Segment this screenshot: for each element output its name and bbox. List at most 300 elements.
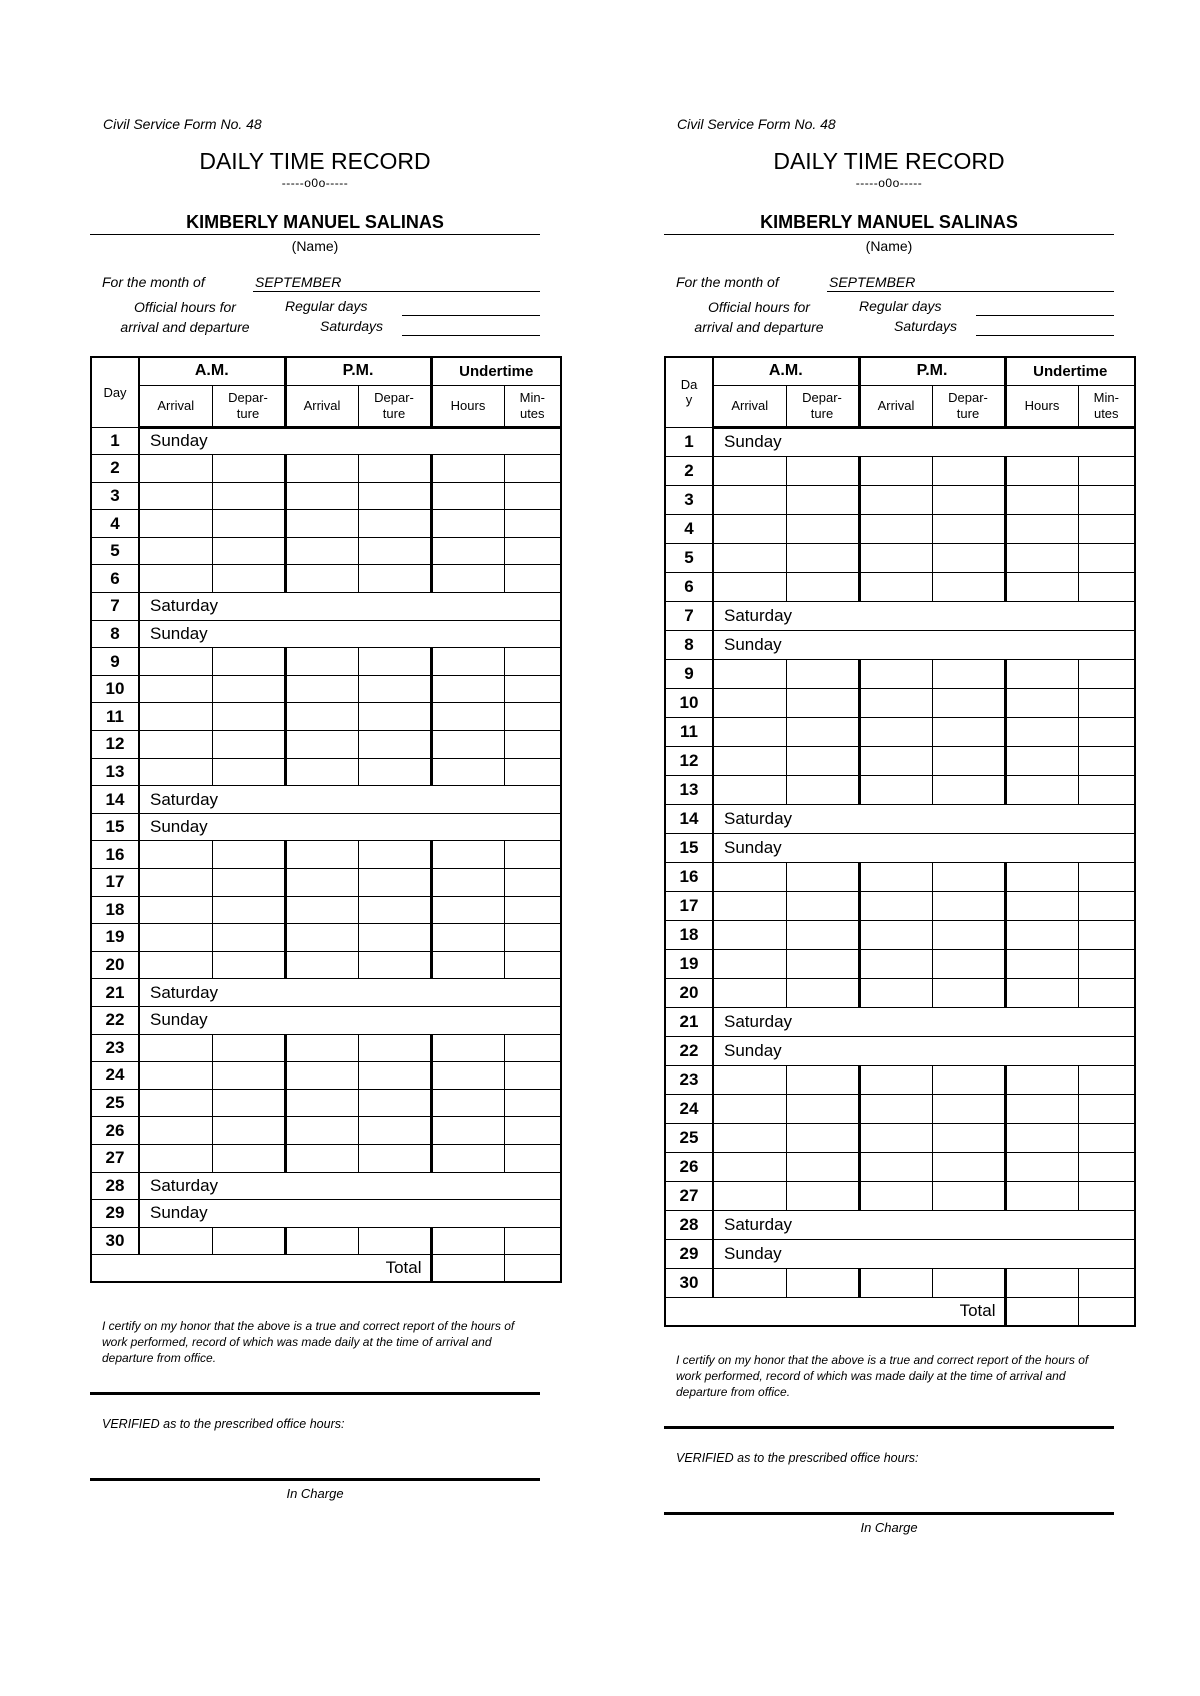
- am-arrival-cell[interactable]: [713, 978, 786, 1007]
- undertime-minutes-cell[interactable]: [504, 1062, 561, 1090]
- pm-departure-cell[interactable]: [932, 920, 1005, 949]
- pm-departure-cell[interactable]: [358, 1144, 431, 1172]
- am-arrival-cell[interactable]: [713, 688, 786, 717]
- pm-arrival-cell[interactable]: [859, 775, 932, 804]
- undertime-minutes-cell[interactable]: [504, 565, 561, 593]
- am-departure-cell[interactable]: [786, 775, 859, 804]
- am-arrival-cell[interactable]: [713, 1268, 786, 1297]
- undertime-minutes-cell[interactable]: [504, 731, 561, 759]
- pm-arrival-cell[interactable]: [859, 717, 932, 746]
- am-departure-cell[interactable]: [212, 731, 285, 759]
- undertime-hours-cell[interactable]: [431, 758, 504, 786]
- pm-departure-cell[interactable]: [932, 978, 1005, 1007]
- saturdays-field[interactable]: [402, 335, 540, 336]
- undertime-hours-cell[interactable]: [1005, 920, 1078, 949]
- pm-departure-cell[interactable]: [932, 514, 1005, 543]
- am-arrival-cell[interactable]: [139, 1034, 212, 1062]
- pm-arrival-cell[interactable]: [285, 731, 358, 759]
- undertime-minutes-cell[interactable]: [504, 1117, 561, 1145]
- day-row: [665, 688, 1135, 717]
- official-hours-label-2: arrival and departure: [120, 319, 250, 335]
- undertime-hours-cell[interactable]: [1005, 1152, 1078, 1181]
- day-row: [665, 746, 1135, 775]
- am-departure-cell[interactable]: [212, 510, 285, 538]
- pm-departure-cell[interactable]: [932, 862, 1005, 891]
- pm-arrival-cell[interactable]: [859, 1065, 932, 1094]
- pm-departure-cell[interactable]: [932, 1094, 1005, 1123]
- am-arrival-cell[interactable]: [139, 1117, 212, 1145]
- pm-departure-cell[interactable]: [358, 1117, 431, 1145]
- undertime-minutes-cell[interactable]: [1078, 456, 1135, 485]
- am-arrival-cell[interactable]: [139, 896, 212, 924]
- pm-arrival-cell[interactable]: [859, 949, 932, 978]
- pm-departure-cell[interactable]: [932, 1268, 1005, 1297]
- pm-departure-cell[interactable]: [358, 841, 431, 869]
- am-arrival-cell[interactable]: [713, 949, 786, 978]
- undertime-minutes-cell[interactable]: [1078, 978, 1135, 1007]
- weekend-label: Saturday: [713, 601, 1135, 630]
- day-number: 6: [91, 565, 139, 593]
- am-arrival-cell[interactable]: [139, 924, 212, 952]
- day-number: 13: [665, 775, 713, 804]
- am-arrival-cell[interactable]: [713, 485, 786, 514]
- am-departure-cell[interactable]: [786, 485, 859, 514]
- pm-departure-cell[interactable]: [932, 1123, 1005, 1152]
- am-departure-cell[interactable]: [212, 537, 285, 565]
- pm-arrival-cell[interactable]: [285, 1117, 358, 1145]
- pm-arrival-cell[interactable]: [859, 1268, 932, 1297]
- undertime-hours-cell[interactable]: [431, 510, 504, 538]
- undertime-minutes-cell[interactable]: [504, 869, 561, 897]
- am-departure-cell[interactable]: [786, 659, 859, 688]
- am-arrival-cell[interactable]: [713, 1065, 786, 1094]
- undertime-hours-cell[interactable]: [1005, 485, 1078, 514]
- am-departure-cell[interactable]: [212, 758, 285, 786]
- in-charge-label: In Charge: [860, 1520, 918, 1535]
- pm-departure-cell[interactable]: [358, 924, 431, 952]
- pm-arrival-cell[interactable]: [285, 1144, 358, 1172]
- undertime-hours-cell[interactable]: [1005, 659, 1078, 688]
- pm-arrival-cell[interactable]: [859, 1181, 932, 1210]
- pm-departure-cell[interactable]: [358, 537, 431, 565]
- total-hours-cell[interactable]: [1005, 1297, 1078, 1326]
- undertime-hours-cell[interactable]: [431, 1062, 504, 1090]
- day-row: [91, 1172, 561, 1200]
- day-row: [91, 455, 561, 483]
- undertime-minutes-cell[interactable]: [504, 1227, 561, 1255]
- pm-arrival-cell[interactable]: [285, 1089, 358, 1117]
- pm-departure-header: [932, 385, 1005, 427]
- am-arrival-cell[interactable]: [139, 482, 212, 510]
- am-departure-cell[interactable]: [786, 688, 859, 717]
- saturdays-label: Saturdays: [894, 318, 958, 334]
- am-arrival-cell[interactable]: [713, 717, 786, 746]
- pm-departure-cell[interactable]: [358, 1227, 431, 1255]
- day-number: 18: [91, 896, 139, 924]
- undertime-minutes-cell[interactable]: [504, 841, 561, 869]
- undertime-minutes-cell[interactable]: [504, 758, 561, 786]
- am-departure-cell[interactable]: [786, 891, 859, 920]
- pm-arrival-cell[interactable]: [285, 648, 358, 676]
- am-departure-cell[interactable]: [212, 1144, 285, 1172]
- am-departure-cell[interactable]: [212, 482, 285, 510]
- am-departure-cell[interactable]: [786, 572, 859, 601]
- undertime-minutes-cell[interactable]: [1078, 1123, 1135, 1152]
- am-departure-cell[interactable]: [212, 951, 285, 979]
- undertime-hours-cell[interactable]: [431, 841, 504, 869]
- total-minutes-cell[interactable]: [504, 1255, 561, 1283]
- undertime-minutes-cell[interactable]: [1078, 1268, 1135, 1297]
- undertime-hours-cell[interactable]: [1005, 572, 1078, 601]
- am-departure-cell[interactable]: [786, 1123, 859, 1152]
- am-arrival-cell[interactable]: [139, 675, 212, 703]
- pm-departure-cell[interactable]: [358, 758, 431, 786]
- am-departure-cell[interactable]: [786, 978, 859, 1007]
- am-departure-cell[interactable]: [212, 1227, 285, 1255]
- pm-arrival-cell[interactable]: [859, 543, 932, 572]
- undertime-hours-cell[interactable]: [431, 703, 504, 731]
- pm-arrival-cell[interactable]: [859, 456, 932, 485]
- am-departure-cell[interactable]: [786, 717, 859, 746]
- am-arrival-header: [713, 385, 786, 427]
- regular-days-label: Regular days: [859, 298, 942, 314]
- undertime-minutes-cell[interactable]: [504, 1089, 561, 1117]
- day-number: 25: [91, 1089, 139, 1117]
- am-arrival-cell[interactable]: [139, 648, 212, 676]
- pm-departure-cell[interactable]: [358, 1089, 431, 1117]
- table-header-row: [91, 357, 561, 385]
- undertime-hours-cell[interactable]: [1005, 514, 1078, 543]
- undertime-minutes-cell[interactable]: [504, 924, 561, 952]
- am-departure-cell[interactable]: [212, 924, 285, 952]
- undertime-hours-cell[interactable]: [1005, 891, 1078, 920]
- am-arrival-cell[interactable]: [139, 565, 212, 593]
- pm-arrival-cell[interactable]: [285, 565, 358, 593]
- undertime-hours-cell[interactable]: [1005, 949, 1078, 978]
- pm-arrival-cell[interactable]: [285, 758, 358, 786]
- am-arrival-cell[interactable]: [139, 455, 212, 483]
- am-departure-cell[interactable]: [786, 1065, 859, 1094]
- pm-departure-cell[interactable]: [932, 949, 1005, 978]
- undertime-minutes-cell[interactable]: [504, 896, 561, 924]
- minutes-label-2: utes: [1093, 405, 1119, 421]
- undertime-minutes-cell[interactable]: [1078, 543, 1135, 572]
- in-charge-signature-line[interactable]: [664, 1512, 1114, 1515]
- undertime-minutes-cell[interactable]: [504, 951, 561, 979]
- undertime-hours-cell[interactable]: [431, 648, 504, 676]
- am-arrival-cell[interactable]: [713, 572, 786, 601]
- undertime-hours-cell[interactable]: [1005, 1181, 1078, 1210]
- am-arrival-cell[interactable]: [139, 869, 212, 897]
- am-departure-cell[interactable]: [212, 1117, 285, 1145]
- pm-departure-cell[interactable]: [358, 482, 431, 510]
- undertime-hours-cell[interactable]: [1005, 862, 1078, 891]
- undertime-minutes-cell[interactable]: [1078, 1181, 1135, 1210]
- am-arrival-cell[interactable]: [139, 1062, 212, 1090]
- pm-departure-cell[interactable]: [932, 746, 1005, 775]
- total-row: [91, 1255, 561, 1283]
- pm-arrival-cell[interactable]: [859, 1094, 932, 1123]
- pm-arrival-cell[interactable]: [285, 1227, 358, 1255]
- month-field[interactable]: [827, 274, 1114, 292]
- am-departure-cell[interactable]: [212, 896, 285, 924]
- hours-label: Hours: [450, 397, 486, 413]
- undertime-hours-cell[interactable]: [1005, 1123, 1078, 1152]
- pm-arrival-cell[interactable]: [285, 896, 358, 924]
- departure-label-2: ture: [956, 405, 980, 421]
- undertime-hours-cell[interactable]: [431, 1117, 504, 1145]
- pm-departure-cell[interactable]: [358, 455, 431, 483]
- pm-departure-cell[interactable]: [932, 543, 1005, 572]
- pm-arrival-cell[interactable]: [285, 675, 358, 703]
- pm-arrival-cell[interactable]: [859, 572, 932, 601]
- pm-arrival-cell[interactable]: [285, 1062, 358, 1090]
- am-arrival-cell[interactable]: [713, 1094, 786, 1123]
- am-label: A.M.: [768, 362, 803, 380]
- am-arrival-cell[interactable]: [139, 731, 212, 759]
- am-arrival-cell[interactable]: [713, 775, 786, 804]
- am-arrival-cell[interactable]: [713, 1181, 786, 1210]
- saturdays-field[interactable]: [976, 335, 1114, 336]
- undertime-hours-cell[interactable]: [1005, 717, 1078, 746]
- day-row: [665, 1094, 1135, 1123]
- undertime-hours-cell[interactable]: [431, 455, 504, 483]
- pm-departure-cell[interactable]: [358, 703, 431, 731]
- pm-departure-cell[interactable]: [932, 456, 1005, 485]
- pm-departure-cell[interactable]: [932, 572, 1005, 601]
- undertime-minutes-cell[interactable]: [504, 537, 561, 565]
- undertime-hours-cell[interactable]: [1005, 1065, 1078, 1094]
- pm-arrival-cell[interactable]: [285, 924, 358, 952]
- undertime-minutes-cell[interactable]: [1078, 514, 1135, 543]
- undertime-hours-cell[interactable]: [1005, 688, 1078, 717]
- undertime-minutes-cell[interactable]: [1078, 485, 1135, 514]
- total-minutes-cell[interactable]: [1078, 1297, 1135, 1326]
- am-departure-cell[interactable]: [212, 1089, 285, 1117]
- undertime-hours-cell[interactable]: [1005, 1094, 1078, 1123]
- am-arrival-cell[interactable]: [713, 1152, 786, 1181]
- am-arrival-cell[interactable]: [713, 920, 786, 949]
- pm-departure-cell[interactable]: [358, 648, 431, 676]
- undertime-hours-cell[interactable]: [1005, 543, 1078, 572]
- undertime-hours-cell[interactable]: [1005, 978, 1078, 1007]
- undertime-minutes-cell[interactable]: [1078, 1152, 1135, 1181]
- pm-arrival-cell[interactable]: [859, 659, 932, 688]
- undertime-hours-cell[interactable]: [431, 675, 504, 703]
- undertime-hours-cell[interactable]: [431, 537, 504, 565]
- am-departure-cell[interactable]: [212, 1062, 285, 1090]
- am-arrival-cell[interactable]: [713, 456, 786, 485]
- pm-departure-cell[interactable]: [932, 1065, 1005, 1094]
- pm-departure-cell[interactable]: [932, 688, 1005, 717]
- pm-arrival-cell[interactable]: [859, 1123, 932, 1152]
- undertime-minutes-cell[interactable]: [504, 510, 561, 538]
- pm-arrival-cell[interactable]: [859, 862, 932, 891]
- am-departure-cell[interactable]: [212, 565, 285, 593]
- undertime-minutes-cell[interactable]: [504, 675, 561, 703]
- pm-arrival-cell[interactable]: [285, 1034, 358, 1062]
- undertime-hours-cell[interactable]: [431, 482, 504, 510]
- undertime-hours-cell[interactable]: [431, 924, 504, 952]
- undertime-hours-cell[interactable]: [431, 1034, 504, 1062]
- undertime-minutes-cell[interactable]: [504, 1034, 561, 1062]
- am-arrival-cell[interactable]: [713, 891, 786, 920]
- pm-arrival-cell[interactable]: [859, 514, 932, 543]
- undertime-minutes-cell[interactable]: [504, 703, 561, 731]
- am-arrival-cell[interactable]: [713, 746, 786, 775]
- pm-departure-cell[interactable]: [358, 1062, 431, 1090]
- month-field[interactable]: [253, 274, 540, 292]
- pm-departure-cell[interactable]: [358, 869, 431, 897]
- undertime-hours-cell[interactable]: [431, 896, 504, 924]
- am-arrival-cell[interactable]: [713, 862, 786, 891]
- pm-arrival-cell[interactable]: [859, 1152, 932, 1181]
- undertime-hours-cell[interactable]: [431, 731, 504, 759]
- am-arrival-cell[interactable]: [139, 537, 212, 565]
- undertime-hours-cell[interactable]: [1005, 775, 1078, 804]
- pm-departure-cell[interactable]: [358, 951, 431, 979]
- undertime-hours-cell[interactable]: [431, 1227, 504, 1255]
- am-departure-cell[interactable]: [786, 746, 859, 775]
- undertime-hours-cell[interactable]: [1005, 456, 1078, 485]
- undertime-hours-cell[interactable]: [431, 951, 504, 979]
- pm-departure-cell[interactable]: [932, 775, 1005, 804]
- am-departure-cell[interactable]: [786, 456, 859, 485]
- pm-arrival-cell[interactable]: [859, 485, 932, 514]
- pm-arrival-cell[interactable]: [285, 951, 358, 979]
- am-departure-cell[interactable]: [212, 869, 285, 897]
- undertime-hours-cell[interactable]: [1005, 746, 1078, 775]
- verified-text: VERIFIED as to the prescribed office hours:: [676, 1451, 919, 1465]
- undertime-hours-cell[interactable]: [431, 869, 504, 897]
- am-arrival-cell[interactable]: [139, 841, 212, 869]
- regular-days-field[interactable]: [402, 315, 540, 316]
- minutes-label: Min-: [519, 389, 545, 405]
- am-departure-cell[interactable]: [786, 949, 859, 978]
- am-arrival-cell[interactable]: [139, 510, 212, 538]
- pm-departure-cell[interactable]: [358, 896, 431, 924]
- undertime-minutes-cell[interactable]: [504, 648, 561, 676]
- regular-days-field[interactable]: [976, 315, 1114, 316]
- undertime-hours-cell[interactable]: [431, 565, 504, 593]
- undertime-minutes-cell[interactable]: [1078, 949, 1135, 978]
- pm-arrival-cell[interactable]: [285, 703, 358, 731]
- official-hours-label: Official hours for: [708, 299, 810, 315]
- am-arrival-cell[interactable]: [139, 1227, 212, 1255]
- am-departure-cell[interactable]: [786, 1152, 859, 1181]
- am-label: A.M.: [194, 362, 229, 380]
- pm-departure-cell[interactable]: [358, 565, 431, 593]
- pm-departure-cell[interactable]: [932, 717, 1005, 746]
- undertime-hours-cell[interactable]: [1005, 1268, 1078, 1297]
- pm-arrival-cell[interactable]: [859, 891, 932, 920]
- pm-departure-cell[interactable]: [932, 891, 1005, 920]
- am-departure-cell[interactable]: [786, 543, 859, 572]
- undertime-hours-cell[interactable]: [431, 1089, 504, 1117]
- name-caption: (Name): [865, 238, 913, 254]
- undertime-minutes-cell[interactable]: [504, 482, 561, 510]
- undertime-minutes-cell[interactable]: [1078, 920, 1135, 949]
- am-arrival-cell[interactable]: [713, 543, 786, 572]
- undertime-minutes-cell[interactable]: [504, 455, 561, 483]
- undertime-minutes-cell[interactable]: [1078, 891, 1135, 920]
- undertime-minutes-cell[interactable]: [504, 1144, 561, 1172]
- pm-departure-cell[interactable]: [932, 659, 1005, 688]
- undertime-minutes-cell[interactable]: [1078, 659, 1135, 688]
- day-row: [665, 427, 1135, 456]
- pm-arrival-cell[interactable]: [285, 841, 358, 869]
- undertime-minutes-cell[interactable]: [1078, 717, 1135, 746]
- am-arrival-cell[interactable]: [139, 1144, 212, 1172]
- am-departure-cell[interactable]: [212, 1034, 285, 1062]
- am-departure-cell[interactable]: [786, 862, 859, 891]
- undertime-minutes-cell[interactable]: [1078, 688, 1135, 717]
- am-departure-cell[interactable]: [212, 841, 285, 869]
- in-charge-signature-line[interactable]: [90, 1478, 540, 1481]
- pm-arrival-cell[interactable]: [285, 869, 358, 897]
- pm-arrival-cell[interactable]: [859, 920, 932, 949]
- total-hours-cell[interactable]: [431, 1255, 504, 1283]
- am-arrival-header: [139, 385, 212, 427]
- undertime-minutes-cell[interactable]: [1078, 775, 1135, 804]
- undertime-minutes-cell[interactable]: [1078, 746, 1135, 775]
- undertime-header: [1005, 357, 1135, 385]
- day-number: 27: [91, 1144, 139, 1172]
- pm-arrival-cell[interactable]: [285, 482, 358, 510]
- employee-signature-line[interactable]: [664, 1426, 1114, 1429]
- am-departure-cell[interactable]: [212, 455, 285, 483]
- pm-departure-cell[interactable]: [358, 1034, 431, 1062]
- pm-arrival-cell[interactable]: [859, 746, 932, 775]
- pm-arrival-cell[interactable]: [285, 455, 358, 483]
- am-departure-cell[interactable]: [786, 514, 859, 543]
- am-arrival-cell[interactable]: [713, 514, 786, 543]
- undertime-minutes-cell[interactable]: [1078, 572, 1135, 601]
- am-departure-cell[interactable]: [212, 648, 285, 676]
- am-departure-cell[interactable]: [786, 1094, 859, 1123]
- employee-signature-line[interactable]: [90, 1392, 540, 1395]
- day-number: 21: [665, 1007, 713, 1036]
- pm-departure-cell[interactable]: [932, 485, 1005, 514]
- pm-departure-cell[interactable]: [358, 675, 431, 703]
- am-departure-cell[interactable]: [212, 703, 285, 731]
- pm-arrival-cell[interactable]: [859, 978, 932, 1007]
- am-arrival-cell[interactable]: [139, 951, 212, 979]
- am-departure-cell[interactable]: [786, 920, 859, 949]
- undertime-hours-cell[interactable]: [431, 1144, 504, 1172]
- undertime-minutes-cell[interactable]: [1078, 1065, 1135, 1094]
- am-arrival-cell[interactable]: [139, 1089, 212, 1117]
- pm-departure-cell[interactable]: [932, 1181, 1005, 1210]
- pm-departure-cell[interactable]: [358, 731, 431, 759]
- pm-departure-cell[interactable]: [358, 510, 431, 538]
- undertime-minutes-cell[interactable]: [1078, 862, 1135, 891]
- weekend-label: Sunday: [713, 833, 1135, 862]
- am-arrival-cell[interactable]: [713, 1123, 786, 1152]
- pm-arrival-cell[interactable]: [285, 510, 358, 538]
- pm-departure-cell[interactable]: [932, 1152, 1005, 1181]
- am-arrival-cell[interactable]: [713, 659, 786, 688]
- am-arrival-cell[interactable]: [139, 758, 212, 786]
- day-row: [665, 1181, 1135, 1210]
- undertime-minutes-cell[interactable]: [1078, 1094, 1135, 1123]
- am-arrival-cell[interactable]: [139, 703, 212, 731]
- am-departure-cell[interactable]: [786, 1268, 859, 1297]
- am-departure-cell[interactable]: [212, 675, 285, 703]
- am-departure-cell[interactable]: [786, 1181, 859, 1210]
- pm-arrival-cell[interactable]: [285, 537, 358, 565]
- pm-arrival-cell[interactable]: [859, 688, 932, 717]
